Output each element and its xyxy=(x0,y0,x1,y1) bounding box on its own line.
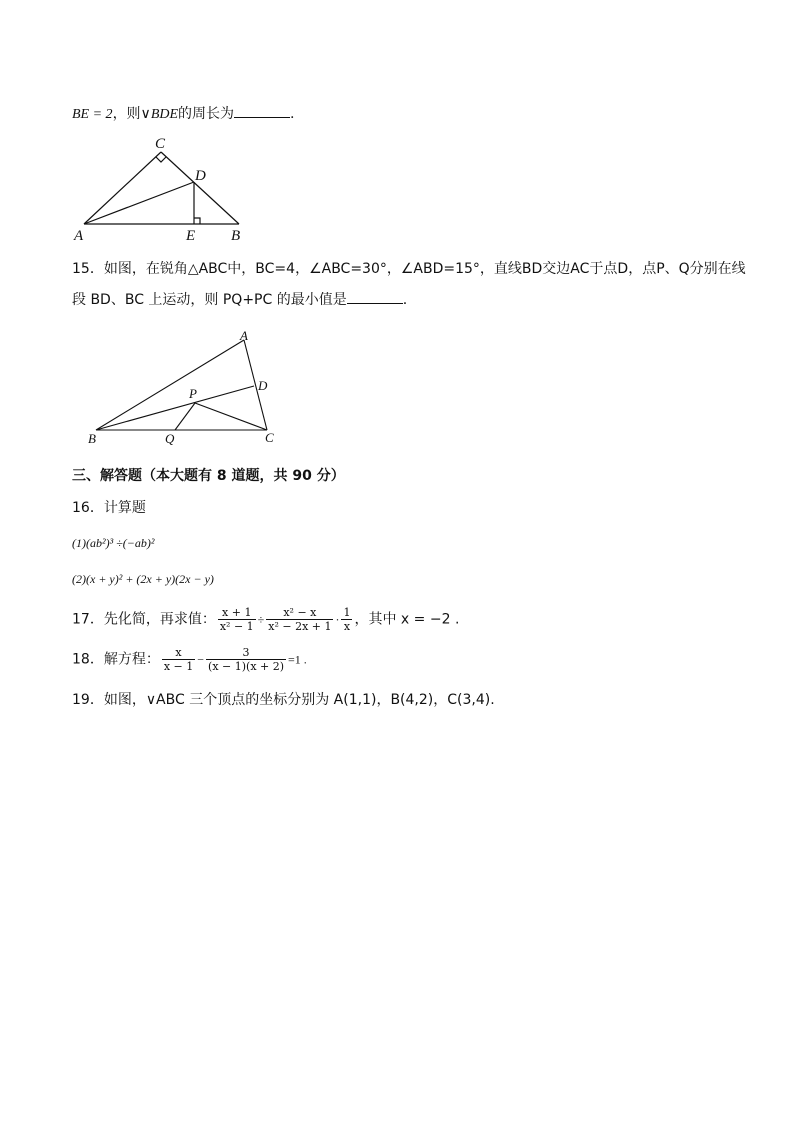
fraction-3 xyxy=(341,606,352,633)
divide-sign: ÷ xyxy=(257,612,265,627)
denominator: (x − 1)(x + 2) xyxy=(208,660,285,673)
q15-line1: 15．如图，在锐角△ABC中，BC=4，∠ABC=30°，∠ABD=15°，直线BD交边AC于点D，点P、Q分别在线 xyxy=(72,261,746,277)
q17-prefix: 17．先化简，再求值： xyxy=(72,611,216,628)
denominator: x² − 1 xyxy=(219,620,254,633)
figure-triangle-abc xyxy=(84,328,304,448)
fraction-1 xyxy=(162,646,195,673)
q15-line2-text: 段 BD、BC 上运动，则 PQ+PC 的最小值是 xyxy=(72,292,347,308)
label-q: Q xyxy=(165,431,175,446)
minus-sign: − xyxy=(197,652,205,667)
q18 xyxy=(72,646,307,673)
q18-prefix: 18．解方程： xyxy=(72,651,160,668)
q17-suffix: ，其中 x = −2 . xyxy=(354,611,460,628)
label-d: D xyxy=(258,378,268,393)
answer-blank xyxy=(347,289,403,304)
denominator: x xyxy=(343,620,351,633)
answer-blank xyxy=(234,103,290,118)
fraction-2 xyxy=(206,646,286,673)
numerator: 1 xyxy=(343,606,351,619)
fraction-2 xyxy=(266,606,333,633)
q16-part2: (2)(x + y)² + (2x + y)(2x − y) xyxy=(72,572,214,586)
section-heading: 三、解答题（本大题有 8 道题，共 90 分） xyxy=(72,468,345,484)
denominator: x² − 2x + 1 xyxy=(268,620,332,633)
label-c: C xyxy=(155,136,166,152)
label-a: A xyxy=(74,228,84,244)
label-c: C xyxy=(265,430,274,445)
q18-suffix: =1 . xyxy=(288,652,307,667)
label-d: D xyxy=(195,168,206,184)
numerator: x + 1 xyxy=(218,606,256,620)
numerator: 3 xyxy=(206,646,286,660)
q14-text-end: 的周长为 xyxy=(178,106,235,122)
dot-sign: · xyxy=(335,612,340,627)
numerator: x² − x xyxy=(266,606,333,620)
label-b: B xyxy=(88,431,96,446)
q14-period: . xyxy=(290,106,295,122)
label-e: E xyxy=(186,228,196,244)
q16-part1: (1)(ab²)³ ÷(−ab)² xyxy=(72,536,155,550)
fraction-1 xyxy=(218,606,256,633)
q19: 19．如图，∨ABC 三个顶点的坐标分别为 A(1,1)，B(4,2)，C(3,4). xyxy=(72,692,495,708)
label-b: B xyxy=(231,228,241,244)
q14-tail xyxy=(72,103,294,125)
q15-period: . xyxy=(402,292,408,308)
figure-triangle-bde xyxy=(70,134,270,244)
expr-bde: BDE xyxy=(150,107,179,122)
denominator: x − 1 xyxy=(163,660,194,673)
q16-title: 16．计算题 xyxy=(72,500,146,516)
q14-text-mid: ，则∨ xyxy=(112,106,151,122)
label-p: P xyxy=(189,386,197,401)
label-a: A xyxy=(240,328,248,343)
q17 xyxy=(72,606,459,633)
q15-line2 xyxy=(72,289,407,310)
numerator: x xyxy=(162,646,195,660)
expr-be: BE = 2 xyxy=(72,107,113,122)
